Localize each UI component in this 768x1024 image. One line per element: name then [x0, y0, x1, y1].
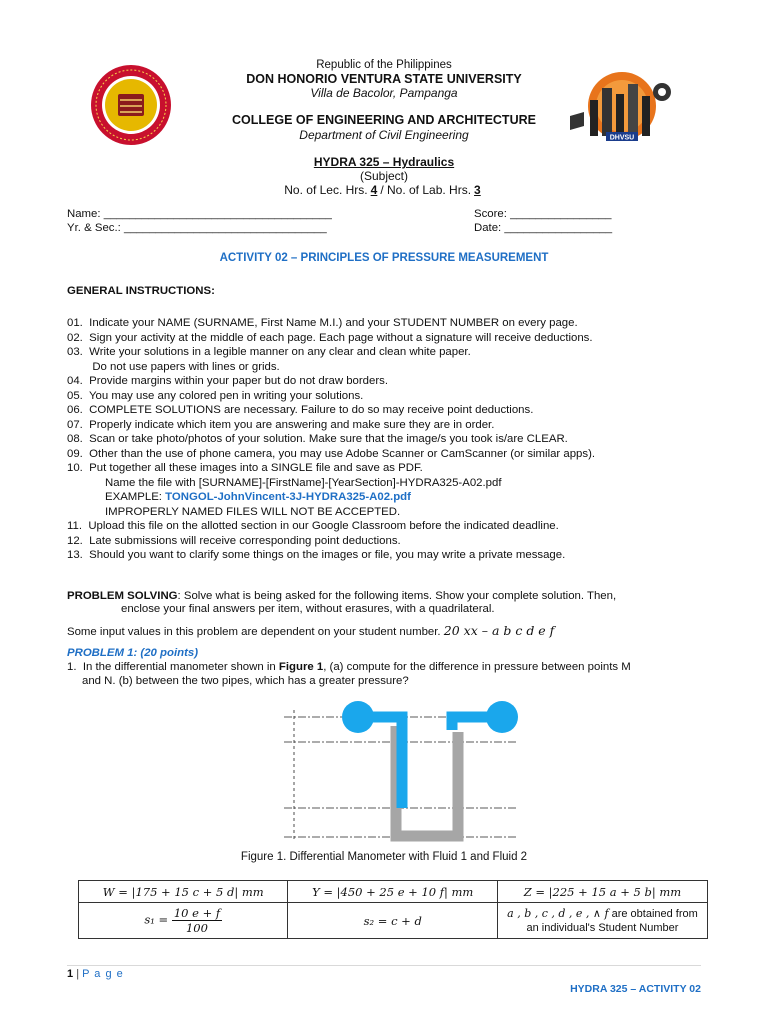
yr-sec-blank: ________________________________: [123, 222, 327, 234]
student-number-formula: 20 xx – a b c d e f: [443, 623, 555, 638]
college-name: COLLEGE OF ENGINEERING AND ARCHITECTURE: [232, 113, 536, 127]
instruction-item: 08. Scan or take photo/photos of your solution. Make sure that the image/s you took is/are CLEAR.: [67, 433, 568, 445]
instruction-item: 03. Write your solutions in a legible manner on any clear and clean white paper.: [67, 346, 471, 358]
instruction-item: 06. COMPLETE SOLUTIONS are necessary. Failure to do so may receive point deductions.: [67, 404, 534, 416]
college-logo-text: DHVSU: [609, 134, 635, 142]
instructions-heading: GENERAL INSTRUCTIONS:: [67, 285, 215, 297]
file-naming-example: [67, 490, 595, 505]
variables-table: [78, 880, 708, 939]
var-w: W = |175 + 15 c + 5 d| mm: [79, 881, 288, 903]
instruction-item: 01. Indicate your NAME (SURNAME, First Name M.I.) and your STUDENT NUMBER on every page.: [67, 317, 578, 329]
example-filename: TONGOL-JohnVincent-3J-HYDRA325-A02.pdf: [165, 491, 411, 503]
score-blank: ________________: [510, 208, 612, 220]
problem1-text-line2: and N. (b) between the two pipes, which has a greater pressure?: [82, 675, 409, 687]
table-row: [79, 881, 708, 903]
improper-naming-warning: IMPROPERLY NAMED FILES WILL NOT BE ACCEPTED.: [105, 505, 401, 518]
republic-line: Republic of the Philippines: [316, 59, 452, 71]
problem1-text-b: , (a) compute for the difference in pressure between points M: [323, 661, 631, 673]
note-text-1: are obtained from: [608, 907, 698, 920]
subject-label: (Subject): [359, 169, 409, 183]
name-blank: ____________________________________: [103, 208, 332, 220]
problem1-text-a: 1. In the differential manometer shown in: [67, 661, 279, 673]
figure-ref: Figure 1: [278, 661, 324, 673]
score-field[interactable]: [474, 208, 611, 220]
problem-solving-label: PROBLEM SOLVING: [67, 590, 178, 602]
page-number: 1: [67, 968, 74, 980]
department-name: Department of Civil Engineering: [299, 128, 469, 142]
footer-divider: [67, 965, 701, 966]
name-label: Name:: [67, 208, 101, 220]
example-label: EXAMPLE:: [105, 491, 166, 503]
instructions-list: [67, 316, 595, 563]
pipe-m: [342, 701, 374, 733]
student-number-note-text: Some input values in this problem are dependent on your student number.: [67, 626, 441, 638]
subject-code: HYDRA 325 – Hydraulics: [313, 155, 455, 169]
var-y: Y = |450 + 25 e + 10 f| mm: [288, 881, 497, 903]
yr-sec-field[interactable]: [67, 222, 327, 234]
activity-title: ACTIVITY 02 – PRINCIPLES OF PRESSURE MEASUREMENT: [219, 252, 549, 264]
problem-solving-line2: enclose your final answers per item, without erasures, with a quadrilateral.: [121, 603, 495, 615]
var-z: Z = |225 + 15 a + 5 b| mm: [497, 881, 707, 903]
score-label: Score:: [474, 208, 507, 220]
lec-hours-label: No. of Lec. Hrs.: [284, 183, 368, 197]
manometer-figure: [280, 700, 520, 845]
problem1-text-line1: [67, 661, 631, 673]
university-location: Villa de Bacolor, Pampanga: [310, 86, 458, 100]
page-label: P a g e: [82, 968, 124, 980]
lec-hours-value: 4: [370, 183, 378, 197]
date-blank: _________________: [504, 222, 613, 234]
file-naming-rule: Name the file with [SURNAME]-[FirstName]-[YearSection]-HYDRA325-A02.pdf: [105, 476, 502, 489]
var-s2: s₂ = c + d: [288, 903, 497, 939]
instruction-item: 13. Should you want to clarify some things on the images or file, you may write a private message.: [67, 549, 566, 561]
footer-page: 1 | P a g e: [67, 968, 124, 980]
footer-activity: HYDRA 325 – ACTIVITY 02: [570, 983, 701, 995]
instruction-item: 07. Properly indicate which item you are answering and make sure they are in order.: [67, 418, 495, 431]
pipe-n: [486, 701, 518, 733]
variables-note: [497, 903, 707, 939]
table-row: [79, 903, 708, 939]
instruction-item: 12. Late submissions will receive corresponding point deductions.: [67, 534, 401, 547]
s1-denominator: 100: [185, 921, 208, 935]
problem-solving-line1: [67, 590, 616, 602]
yr-sec-label: Yr. & Sec.:: [67, 222, 121, 234]
figure-caption: Figure 1. Differential Manometer with Fluid 1 and Fluid 2: [240, 851, 528, 863]
student-number-note: [67, 623, 554, 638]
note-variables: a , b , c , d , e , ∧ f: [507, 906, 609, 920]
date-label: Date:: [474, 222, 502, 234]
instruction-item: 05. You may use any colored pen in writing your solutions.: [67, 389, 364, 402]
instruction-item: 09. Other than the use of phone camera, you may use Adobe Scanner or CamScanner (or similar apps).: [67, 447, 596, 460]
s1-lhs: s₁ =: [144, 912, 169, 927]
university-name: DON HONORIO VENTURA STATE UNIVERSITY: [246, 72, 522, 86]
s1-fraction: [172, 906, 222, 935]
instruction-item: 04. Provide margins within your paper but do not draw borders.: [67, 375, 389, 387]
date-field[interactable]: [474, 222, 612, 234]
instruction-item: Do not use papers with lines or grids.: [67, 360, 280, 373]
instruction-item: 10. Put together all these images into a SINGLE file and save as PDF.: [67, 462, 423, 474]
var-s1: [79, 903, 288, 939]
s1-numerator: 10 e + f: [173, 906, 221, 920]
lab-hours-label: / No. of Lab. Hrs.: [380, 183, 472, 197]
lab-hours-value: 3: [474, 183, 481, 197]
hours-line: [0, 183, 768, 197]
problem1-title: PROBLEM 1: (20 points): [67, 647, 198, 659]
name-field[interactable]: [67, 208, 332, 220]
note-text-2: an individual's Student Number: [526, 921, 679, 934]
problem-solving-text: : Solve what is being asked for the following items. Show your complete solution. Then,: [177, 590, 617, 602]
instruction-item: 02. Sign your activity at the middle of each page. Each page without a signature will receive deductions.: [67, 331, 593, 344]
instruction-item: 11. Upload this file on the allotted section in our Google Classroom before the indicated deadline.: [67, 520, 559, 532]
